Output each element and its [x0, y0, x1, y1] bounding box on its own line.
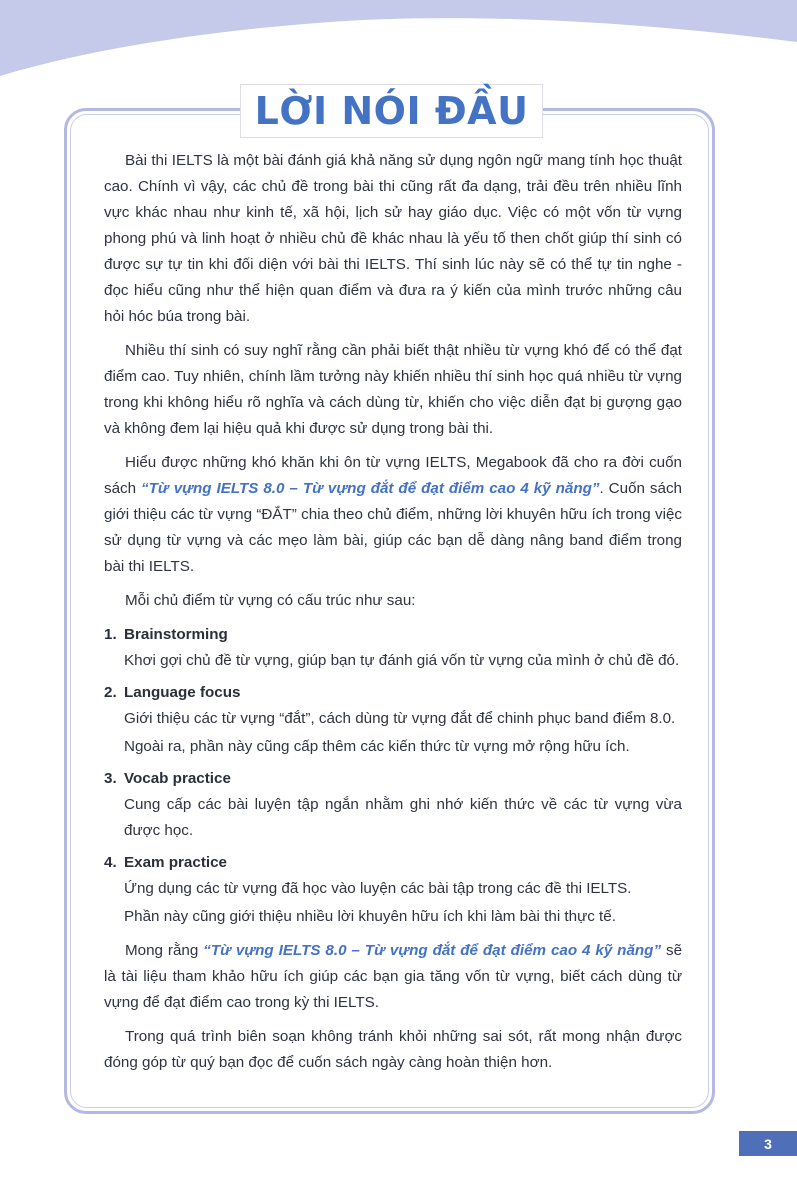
list-item: [104, 766, 682, 844]
list-item-text: Ứng dụng các từ vựng đã học vào luyện các bài tập trong các đề thi IELTS.: [124, 880, 632, 897]
list-item-number: 1.: [104, 626, 117, 643]
paragraph-5: [104, 938, 682, 1016]
list-item-number: 3.: [104, 770, 117, 787]
book-title-highlight: “Từ vựng IELTS 8.0 – Từ vựng đắt để đạt điểm cao 4 kỹ năng”: [141, 480, 600, 497]
list-item-text: Ngoài ra, phần này cũng cấp thêm các kiến thức từ vựng mở rộng hữu ích.: [124, 738, 630, 755]
list-item-heading: Brainstorming: [124, 626, 228, 643]
book-title-highlight: “Từ vựng IELTS 8.0 – Từ vựng đắt để đạt điểm cao 4 kỹ năng”: [203, 942, 662, 959]
paragraph-6: Trong quá trình biên soạn không tránh khỏi những sai sót, rất mong nhận được đóng góp từ quý bạn đọc để cuốn sách ngày càng hoàn thiện hơn.: [104, 1028, 682, 1071]
paragraph-3-text-start: Hiểu được những khó khăn khi ôn từ vựng IELTS, Megabook đã cho ra đời cuốn sách: [104, 454, 682, 497]
preface-body: [104, 148, 682, 1084]
list-item: [104, 622, 682, 674]
list-item: [104, 680, 682, 760]
paragraph-3-text-end: . Cuốn sách giới thiệu các từ vựng “ĐẮT” chia theo chủ điểm, những lời khuyên hữu ích trong việc sử dụng từ vựng và các mẹo làm bài, giúp các bạn dễ dàng nâng band điểm trong bài thi IELTS.: [104, 480, 682, 575]
list-item-title: [104, 766, 682, 792]
paragraph-5-text-end: sẽ là tài liệu tham khảo hữu ích giúp các bạn gia tăng vốn từ vựng, biết cách dùng từ vựng để đạt điểm cao trong kỳ thi IELTS.: [104, 942, 683, 1011]
list-item-text: Khơi gợi chủ đề từ vựng, giúp bạn tự đánh giá vốn từ vựng của mình ở chủ đề đó.: [124, 652, 680, 669]
header-wave-decoration: [0, 0, 797, 90]
list-item-text: Phần này cũng giới thiệu nhiều lời khuyên hữu ích khi làm bài thi thực tế.: [124, 908, 616, 925]
list-item-heading: Language focus: [124, 684, 241, 701]
list-item: [104, 850, 682, 930]
list-item-text: Giới thiệu các từ vựng “đắt”, cách dùng từ vựng đắt để chinh phục band điểm 8.0.: [124, 710, 676, 727]
list-item-heading: Vocab practice: [124, 770, 231, 787]
list-item-title: [104, 680, 682, 706]
list-item-title: [104, 622, 682, 648]
list-item-number: 4.: [104, 854, 117, 871]
title-box: [240, 84, 543, 138]
list-item-number: 2.: [104, 684, 117, 701]
paragraph-4: Mỗi chủ điểm từ vựng có cấu trúc như sau:: [125, 592, 416, 609]
list-item-text: Cung cấp các bài luyện tập ngắn nhằm ghi nhớ kiến thức về các từ vựng vừa được học.: [124, 796, 682, 839]
page-number: 3: [739, 1131, 797, 1156]
structure-list: [104, 622, 682, 930]
paragraph-1: Bài thi IELTS là một bài đánh giá khả năng sử dụng ngôn ngữ mang tính học thuật cao. Chính vì vậy, các chủ đề trong bài thi cũng rất đa dạng, trải đều trên nhiều lĩnh vực khác nhau như kinh tế, xã hội, lịch sử hay giáo dục. Việc có một vốn từ vựng phong phú và linh hoạt ở nhiều chủ đề khác nhau là yếu tố then chốt giúp thí sinh có được sự tự tin khi đối diện với bài thi IELTS. Thí sinh lúc này sẽ có thể tự tin nghe - đọc hiểu cũng như thể hiện quan điểm và đưa ra ý kiến của mình trước những câu hỏi hóc búa trong bài.: [104, 152, 682, 325]
paragraph-2: Nhiều thí sinh có suy nghĩ rằng cần phải biết thật nhiều từ vựng khó để có thể đạt điểm cao. Tuy nhiên, chính lầm tưởng này khiến nhiều thí sinh học quá nhiều từ vựng trong khi không hiểu rõ nghĩa và cách dùng từ, khiến cho việc diễn đạt bị gượng gạo và không đem lại hiệu quả khi được sử dụng trong bài thi.: [104, 342, 682, 437]
paragraph-5-text-start: Mong rằng: [125, 942, 204, 959]
list-item-title: [104, 850, 682, 876]
list-item-heading: Exam practice: [124, 854, 227, 871]
paragraph-3: [104, 450, 682, 580]
page-title: LỜI NÓI ĐẦU: [254, 89, 529, 133]
